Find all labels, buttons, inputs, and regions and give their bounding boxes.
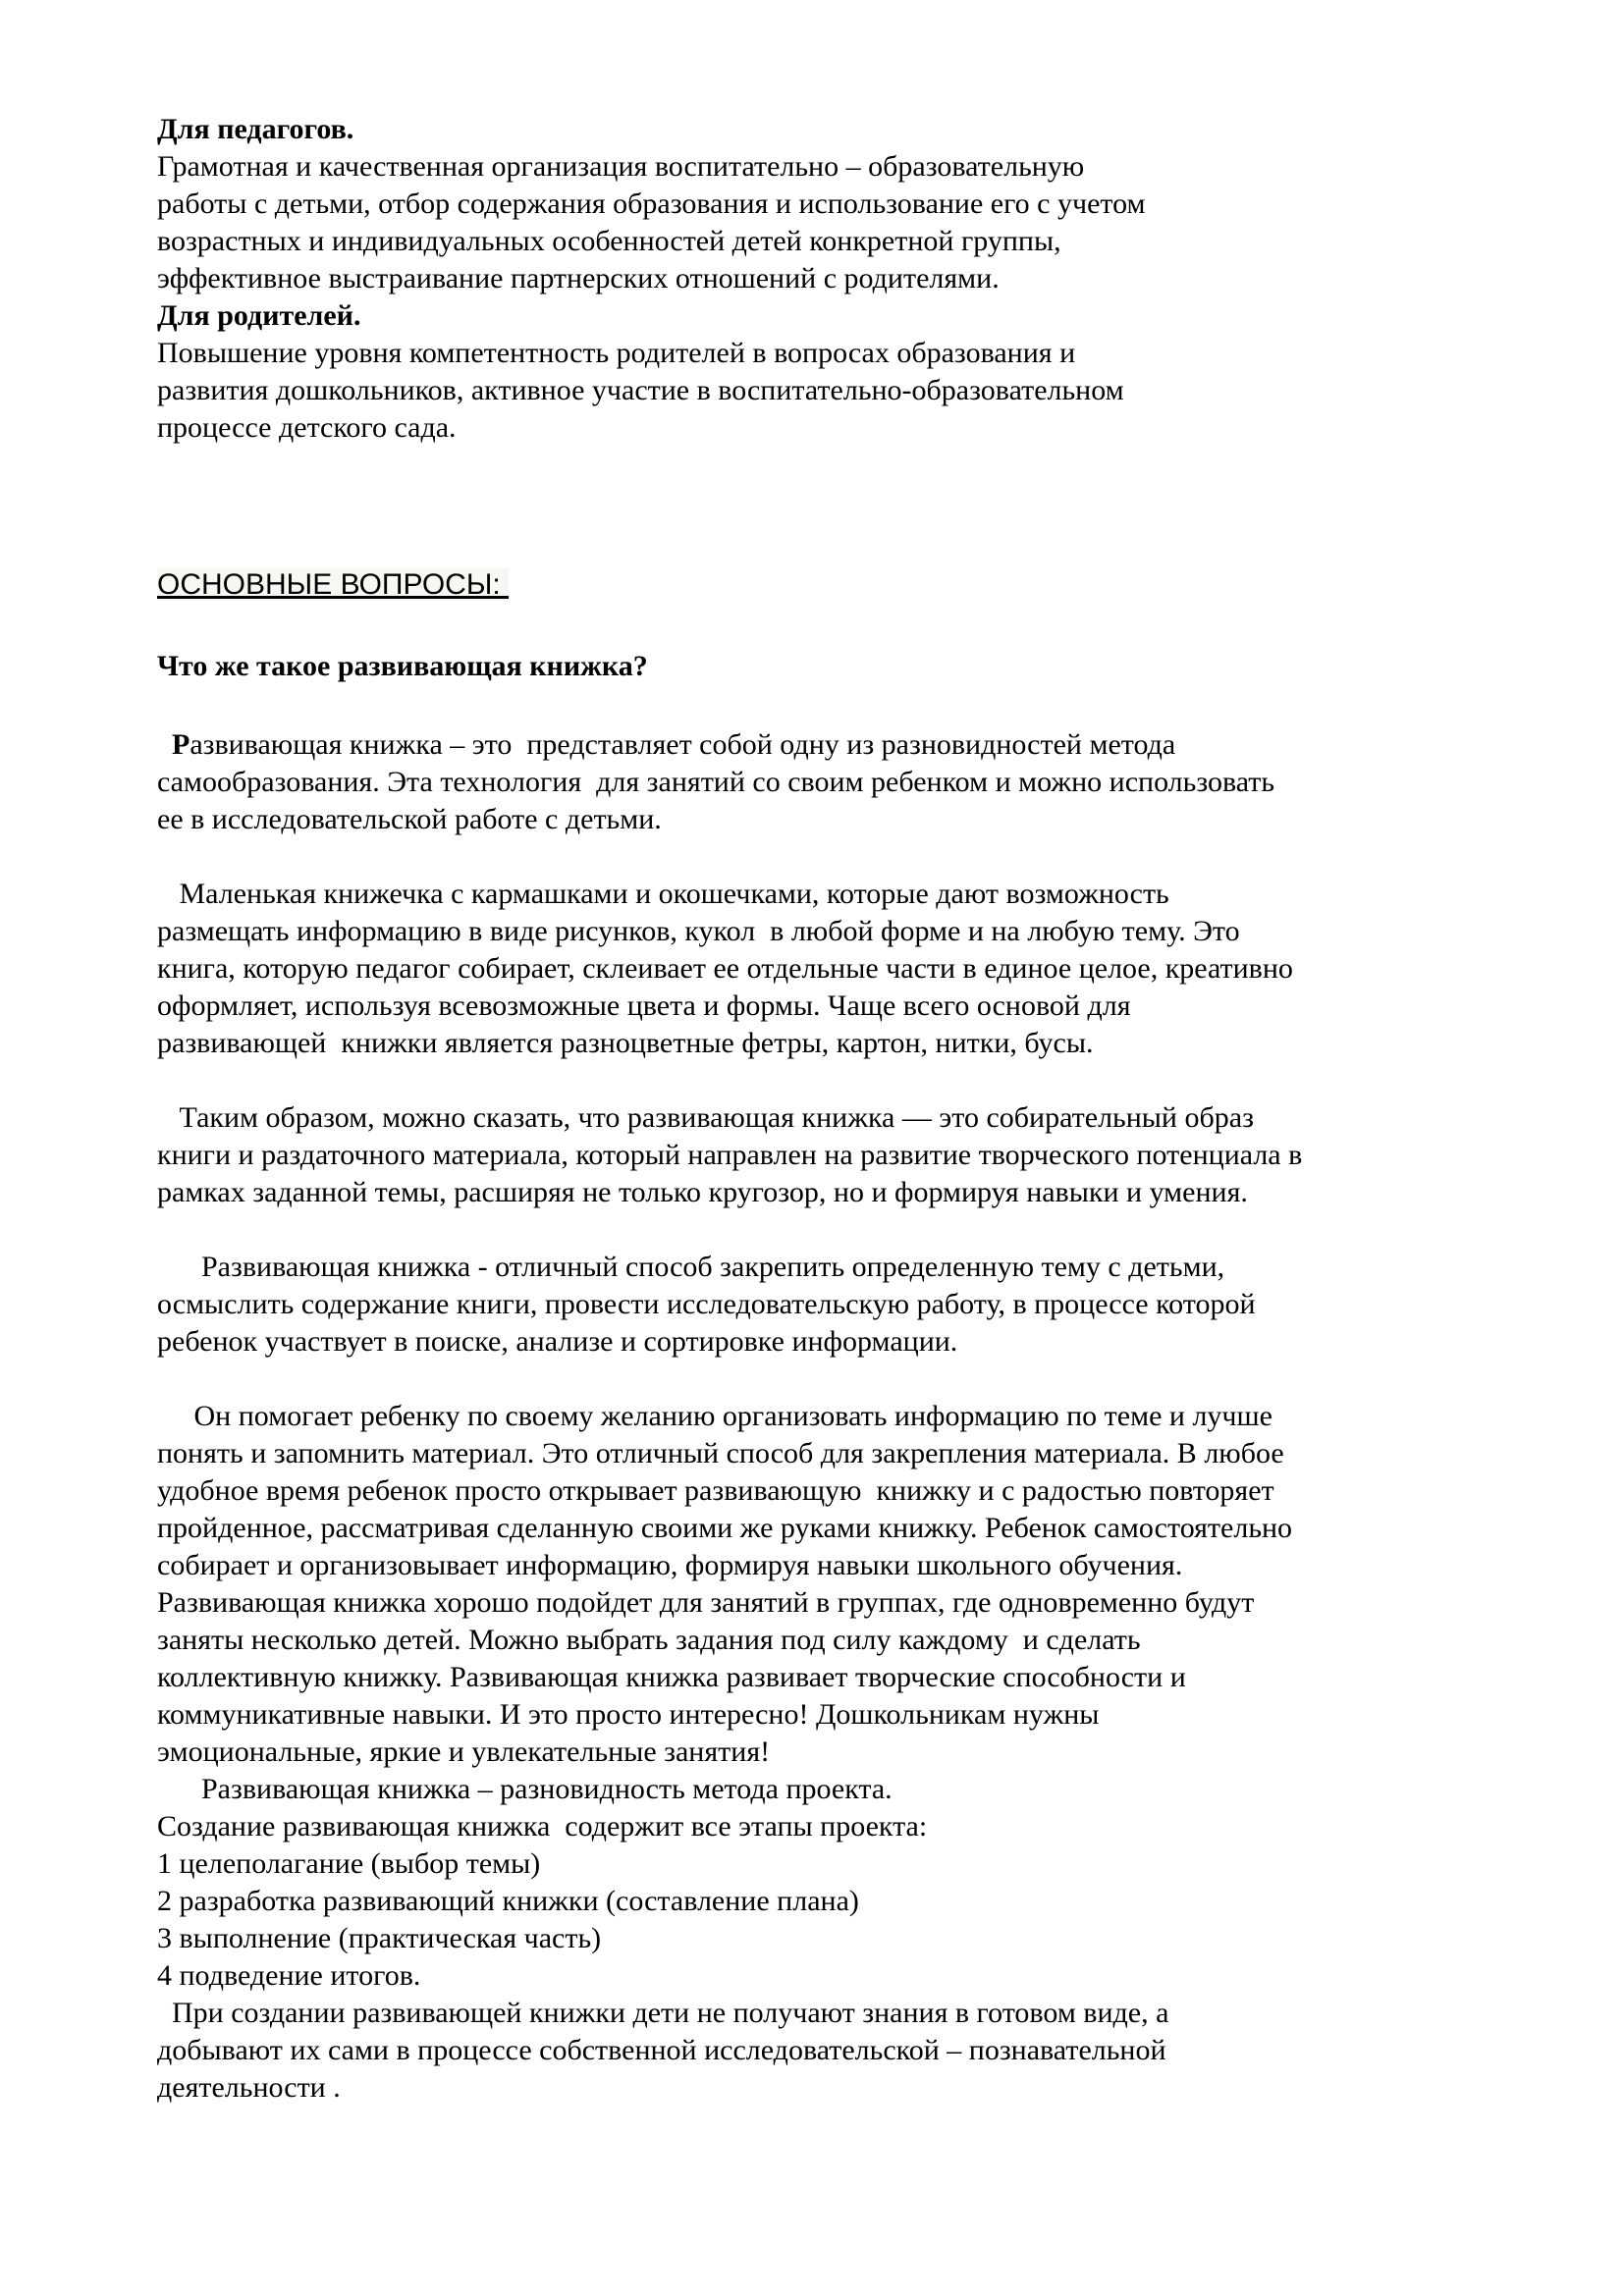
text-line: Грамотная и качественная организация воспитательно – образовательную bbox=[157, 150, 1085, 183]
text-line: ее в исследовательской работе с детьми. bbox=[157, 803, 662, 835]
text-line: собирает и организовывает информацию, формируя навыки школьного обучения. bbox=[157, 1549, 1183, 1581]
text-line bbox=[157, 726, 1506, 764]
stage-item: 4 подведение итогов. bbox=[157, 1959, 421, 1992]
for-teachers-heading: Для педагогов. bbox=[157, 113, 354, 145]
text-line: книга, которую педагог собирает, склеивает ее отдельные части в единое целое, креативно bbox=[157, 952, 1293, 985]
text-line: коллективную книжку. Развивающая книжка развивает творческие способности и bbox=[157, 1661, 1186, 1693]
text-line: Развивающая книжка - отличный способ закрепить определенную тему с детьми, bbox=[157, 1251, 1225, 1283]
text-line: Развивающая книжка – разновидность метода проекта. bbox=[157, 1773, 893, 1805]
helps-paragraph bbox=[157, 1398, 1506, 2107]
text-line: эффективное выстраивание партнерских отношений с родителями. bbox=[157, 262, 1000, 294]
text-line: размещать информацию в виде рисунков, кукол в любой форме и на любую тему. Это bbox=[157, 915, 1240, 947]
stage-item: 1 целеполагание (выбор темы) bbox=[157, 1847, 541, 1880]
main-questions-heading-row bbox=[157, 566, 1506, 604]
text-line: При создании развивающей книжки дети не получают знания в готовом виде, а bbox=[157, 1997, 1169, 2029]
text-line: оформляет, используя всевозможные цвета и формы. Чаще всего основой для bbox=[157, 989, 1131, 1022]
text-line: самообразования. Эта технология для занятий со своим ребенком и можно использовать bbox=[157, 766, 1275, 798]
text-line: ребенок участвует в поиске, анализе и сортировке информации. bbox=[157, 1325, 958, 1358]
thus-paragraph bbox=[157, 1099, 1506, 1211]
text-line: возрастных и индивидуальных особенностей детей конкретной группы, bbox=[157, 225, 1061, 257]
for-parents-heading: Для родителей. bbox=[157, 299, 361, 332]
goals-section bbox=[157, 111, 1506, 447]
text-line: книги и раздаточного материала, который направлен на развитие творческого потенциала в bbox=[157, 1139, 1303, 1171]
text-line: развития дошкольников, активное участие в воспитательно-образовательном bbox=[157, 374, 1124, 406]
text-line-rest: азвивающая книжка – это представляет собой одну из разновидностей метода bbox=[189, 728, 1176, 761]
lead-drop-letter: Р bbox=[157, 728, 190, 761]
little-book-paragraph bbox=[157, 876, 1506, 1062]
text-line: Маленькая книжечка с кармашками и окошечками, которые дают возможность bbox=[157, 878, 1169, 910]
stage-item: 3 выполнение (практическая часть) bbox=[157, 1922, 602, 1954]
text-line: удобное время ребенок просто открывает развивающую книжку и с радостью повторяет bbox=[157, 1474, 1274, 1507]
text-line: понять и запомнить материал. Это отличный способ для закрепления материала. В любое bbox=[157, 1437, 1284, 1469]
text-line: развивающей книжки является разноцветные фетры, картон, нитки, бусы. bbox=[157, 1027, 1094, 1059]
text-line: рамках заданной темы, расширяя не только кругозор, но и формируя навыки и умения. bbox=[157, 1176, 1248, 1208]
question-title: Что же такое развивающая книжка? bbox=[157, 650, 648, 682]
text-line: Он помогает ребенку по своему желанию организовать информацию по теме и лучше bbox=[157, 1400, 1272, 1432]
text-line: коммуникативные навыки. И это просто интересно! Дошкольникам нужны bbox=[157, 1698, 1100, 1731]
text-line: осмыслить содержание книги, провести исследовательскую работу, в процессе которой bbox=[157, 1288, 1256, 1320]
stages-intro-line: Создание развивающая книжка содержит все этапы проекта: bbox=[157, 1810, 928, 1842]
stage-item: 2 разработка развивающий книжки (составление плана) bbox=[157, 1885, 859, 1917]
definition-paragraph bbox=[157, 726, 1506, 838]
text-line: добывают их сами в процессе собственной исследовательской – познавательной bbox=[157, 2034, 1166, 2066]
text-line: Таким образом, можно сказать, что развивающая книжка — это собирательный образ bbox=[157, 1101, 1254, 1134]
text-line: процессе детского сада. bbox=[157, 411, 457, 444]
great-way-paragraph bbox=[157, 1249, 1506, 1361]
text-line: работы с детьми, отбор содержания образования и использование его с учетом bbox=[157, 187, 1146, 220]
main-questions-heading: ОСНОВНЫЕ ВОПРОСЫ: bbox=[157, 568, 510, 601]
text-line: Повышение уровня компетентность родителей в вопросах образования и bbox=[157, 337, 1076, 369]
text-line: деятельности . bbox=[157, 2071, 341, 2104]
text-line: пройденное, рассматривая сделанную своими же руками книжку. Ребенок самостоятельно bbox=[157, 1512, 1293, 1544]
text-line: эмоциональные, яркие и увлекательные занятия! bbox=[157, 1735, 771, 1768]
text-line: заняты несколько детей. Можно выбрать задания под силу каждому и сделать bbox=[157, 1624, 1141, 1656]
text-line: Развивающая книжка хорошо подойдет для занятий в группах, где одновременно будут bbox=[157, 1586, 1255, 1619]
